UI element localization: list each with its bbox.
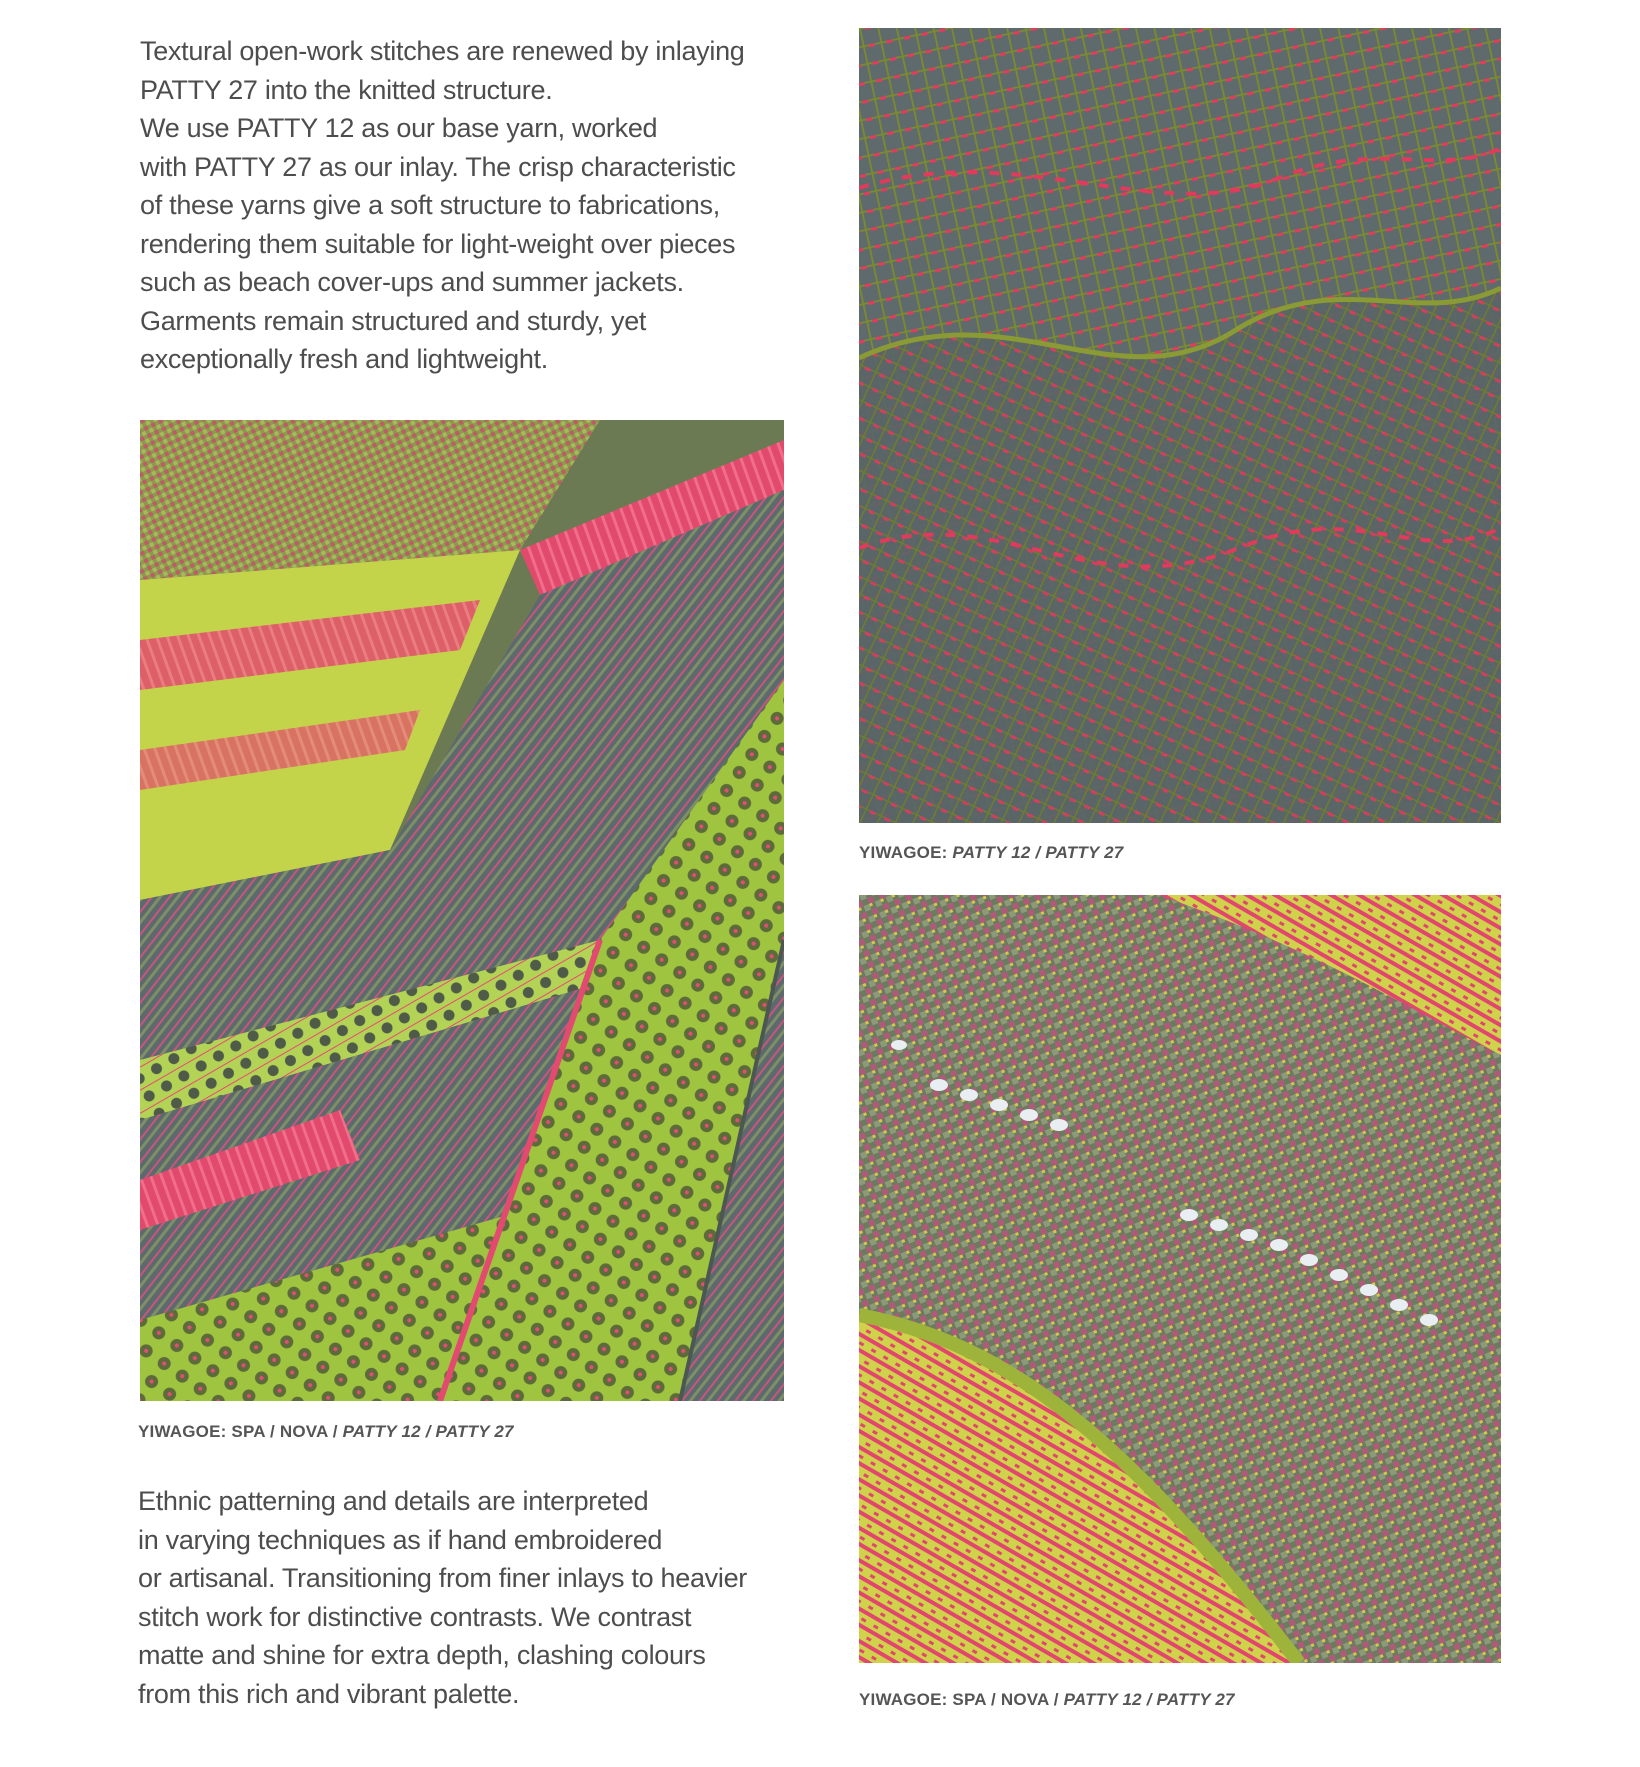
caption-bottom-right [859, 1690, 1235, 1710]
closing-line: or artisanal. Transitioning from finer inlays to heavier [138, 1563, 747, 1593]
caption-yarns: SPA / NOVA / [952, 1690, 1064, 1709]
caption-yarn-codes: PATTY 12 / PATTY 27 [952, 843, 1124, 862]
intro-line: Textural open-work stitches are renewed by inlaying [140, 36, 745, 66]
intro-paragraph [140, 32, 780, 379]
intro-line: of these yarns give a soft structure to fabrications, [140, 190, 720, 220]
closing-paragraph [138, 1482, 778, 1713]
caption-yarn-codes: PATTY 12 / PATTY 27 [342, 1422, 514, 1441]
closing-line: from this rich and vibrant palette. [138, 1678, 520, 1709]
intro-line: exceptionally fresh and lightweight. [140, 344, 548, 374]
intro-line: PATTY 27 into the knitted structure. [140, 74, 553, 105]
intro-line: such as beach cover-ups and summer jackets. [140, 267, 684, 297]
caption-yarn-codes: PATTY 12 / PATTY 27 [1063, 1690, 1235, 1709]
caption-brand: YIWAGOE: [859, 843, 953, 862]
closing-line: matte and shine for extra depth, clashing colours [138, 1640, 706, 1670]
intro-line: with PATTY 27 as our inlay. The crisp characteristic [140, 151, 736, 182]
caption-yarns: SPA / NOVA / [231, 1422, 343, 1441]
intro-line: rendering them suitable for light-weight over pieces [140, 228, 736, 259]
photo-olive-openwork-knit [859, 28, 1501, 823]
caption-brand: YIWAGOE: [859, 1690, 953, 1709]
intro-line: Garments remain structured and sturdy, yet [140, 305, 647, 336]
caption-left [138, 1422, 514, 1442]
closing-line: in varying techniques as if hand embroidered [138, 1524, 663, 1555]
caption-brand: YIWAGOE: [138, 1422, 232, 1441]
closing-line: stitch work for distinctive contrasts. We contrast [138, 1601, 692, 1632]
intro-line: We use PATTY 12 as our base yarn, worked [140, 113, 658, 143]
closing-line: Ethnic patterning and details are interpreted [138, 1486, 649, 1516]
photo-multicolour-knit [859, 895, 1501, 1663]
photo-folded-knit-samples [140, 420, 784, 1401]
caption-top-right [859, 843, 1123, 863]
